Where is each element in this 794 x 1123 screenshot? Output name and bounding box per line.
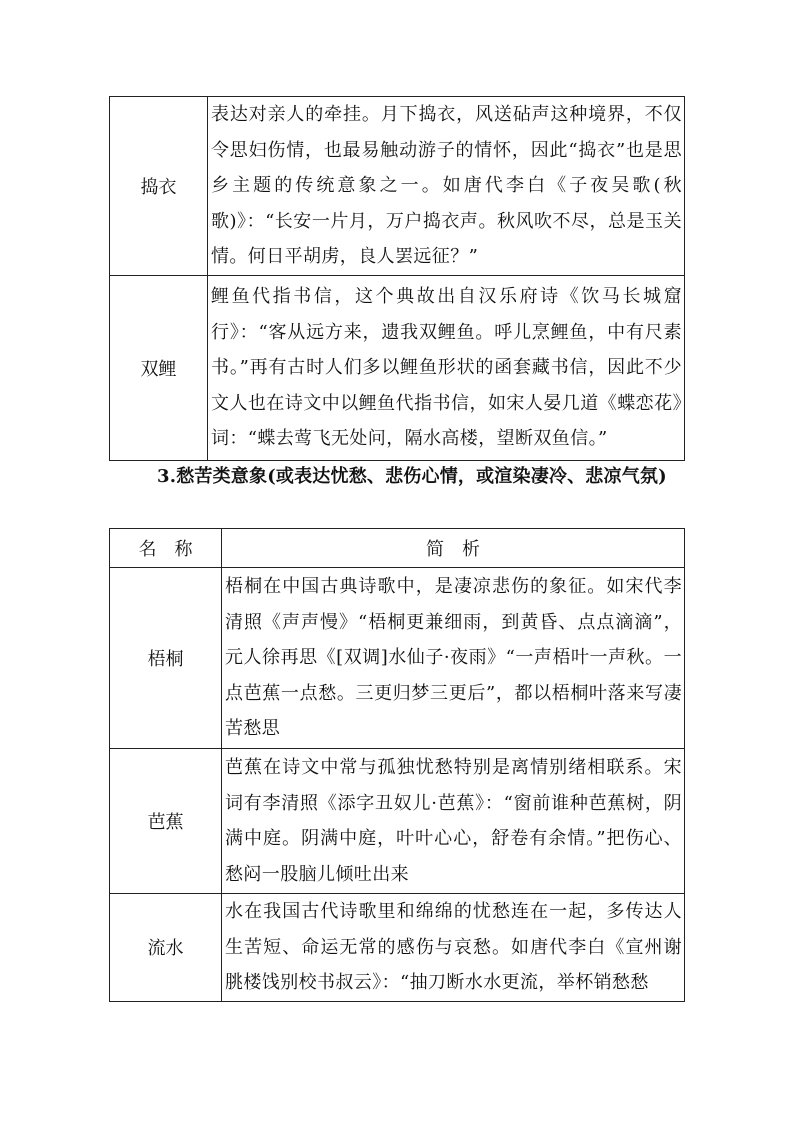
sorrow-imagery-table (109, 528, 685, 1002)
table-row (110, 749, 685, 894)
column-header-name: 名 称 (110, 529, 222, 568)
table-row (110, 894, 685, 1002)
term-name: 芭蕉 (110, 749, 222, 894)
term-description: 水在我国古代诗歌里和绵绵的忧愁连在一起，多传达人生苦短、命运无常的感伤与哀愁。如唐代李白《宣州谢朓楼饯别校书叔云》：“抽刀断水水更流，举杯销愁愁 (222, 894, 685, 1002)
term-description: 表达对亲人的牵挂。月下捣衣，风送砧声这种境界，不仅令思妇伤情，也最易触动游子的情怀，因此“捣衣”也是思乡主题的传统意象之一。如唐代李白《子夜吴歌(秋歌)》：“长安一片月，万户捣衣声。秋风吹不尽，总是玉关情。何日平胡虏，良人罢远征？” (208, 97, 685, 276)
term-description: 梧桐在中国古典诗歌中，是凄凉悲伤的象征。如宋代李清照《声声慢》“梧桐更兼细雨，到黄昏、点点滴滴”，元人徐再思《[双调]水仙子·夜雨》“一声梧叶一声秋。一点芭蕉一点愁。三更归梦三更后”，都以梧桐叶落来写凄苦愁思 (222, 568, 685, 749)
term-description: 芭蕉在诗文中常与孤独忧愁特别是离情别绪相联系。宋词有李清照《添字丑奴儿·芭蕉》：“窗前谁种芭蕉树，阴满中庭。阴满中庭，叶叶心心，舒卷有余情。”把伤心、愁闷一股脑儿倾吐出来 (222, 749, 685, 894)
term-name: 双鲤 (110, 276, 208, 461)
table-header-row (110, 529, 685, 568)
table-row (110, 97, 685, 276)
imagery-table-continued (109, 96, 685, 461)
column-header-analysis: 简 析 (222, 529, 685, 568)
term-name: 捣衣 (110, 97, 208, 276)
term-name: 梧桐 (110, 568, 222, 749)
section-heading: 3.愁苦类意象(或表达忧愁、悲伤心情，或渲染凄冷、悲凉气氛) (157, 466, 667, 487)
term-name: 流水 (110, 894, 222, 1002)
table-row (110, 276, 685, 461)
table-row (110, 568, 685, 749)
term-description: 鲤鱼代指书信，这个典故出自汉乐府诗《饮马长城窟行》：“客从远方来，遗我双鲤鱼。呼儿烹鲤鱼，中有尺素书。”再有古时人们多以鲤鱼形状的函套藏书信，因此不少文人也在诗文中以鲤鱼代指书信，如宋人晏几道《蝶恋花》词：“蝶去莺飞无处问，隔水高楼，望断双鱼信。” (208, 276, 685, 461)
